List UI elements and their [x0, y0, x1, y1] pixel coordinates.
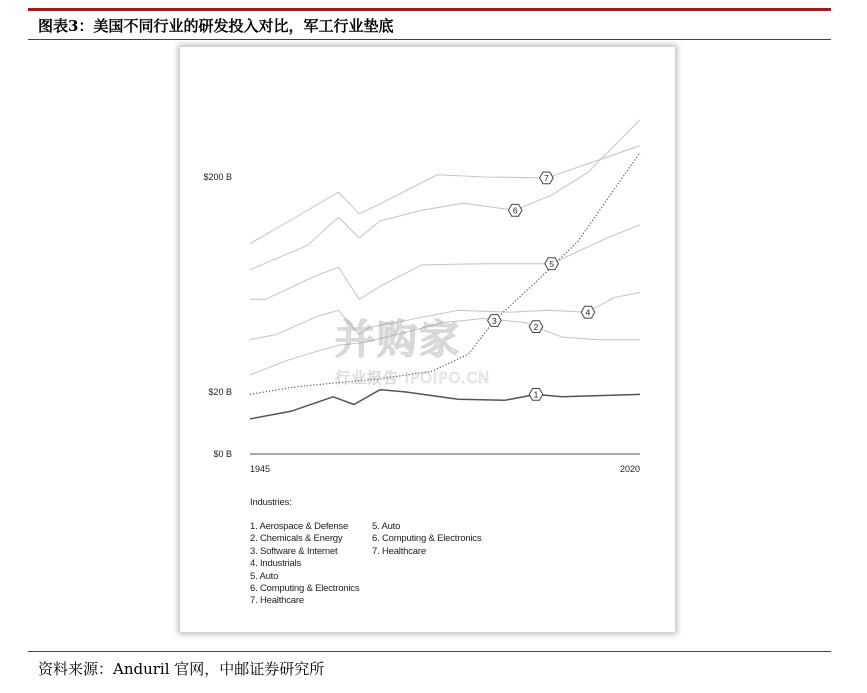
series-line-2	[250, 315, 640, 375]
x-tick-label-1945: 1945	[250, 464, 271, 474]
series-line-7	[250, 146, 640, 244]
legend-item: 7. Healthcare	[372, 545, 426, 557]
x-tick-label-2020: 2020	[619, 464, 640, 474]
y-tick-label-0: $200 B	[203, 172, 232, 182]
figure-title: 图表3：美国不同行业的研发投入对比，军工行业垫底	[38, 17, 394, 35]
legend-item: 3. Software & Internet	[250, 545, 338, 557]
watermark-sub-text: 行业报告 IPOIPO.CN	[335, 369, 491, 387]
title-underline	[28, 39, 831, 40]
legend-item: 6. Computing & Electronics	[250, 583, 360, 595]
legend-item: 4. Industrials	[250, 558, 302, 570]
series-line-4	[250, 293, 640, 340]
y-tick-label-1: $20 B	[208, 387, 232, 397]
series-line-6	[250, 120, 640, 270]
series-marker-label-5: 5	[549, 259, 554, 270]
legend-item: 5. Auto	[372, 521, 401, 532]
series-marker-label-4: 4	[585, 307, 591, 318]
figure-source: 资料来源：Anduril 官网，中邮证券研究所	[38, 660, 325, 678]
series-line-3	[250, 153, 640, 395]
legend-item: 2. Chemicals & Energy	[250, 533, 343, 545]
legend-item: 6. Computing & Electronics	[372, 533, 482, 545]
legend-item: 1. Aerospace & Defense	[250, 521, 349, 532]
series-marker-label-3: 3	[492, 315, 497, 326]
legend-item: 5. Auto	[250, 570, 279, 582]
series-marker-label-2: 2	[533, 321, 539, 332]
legend-column-2	[372, 521, 494, 608]
legend-column-1	[250, 521, 372, 608]
chart-card	[180, 47, 675, 632]
chart-legend	[250, 497, 494, 608]
series-marker-label-1: 1	[533, 389, 539, 400]
series-line-1	[250, 390, 640, 419]
series-marker-label-6: 6	[512, 205, 518, 216]
y-tick-label-2: $0 B	[213, 449, 232, 459]
legend-heading: Industries:	[250, 497, 292, 508]
legend-item: 7. Healthcare	[250, 595, 304, 607]
top-accent-rule	[28, 8, 831, 11]
source-rule	[28, 651, 831, 652]
series-marker-label-7: 7	[544, 173, 549, 184]
watermark-main-text: 并购家	[335, 317, 461, 363]
